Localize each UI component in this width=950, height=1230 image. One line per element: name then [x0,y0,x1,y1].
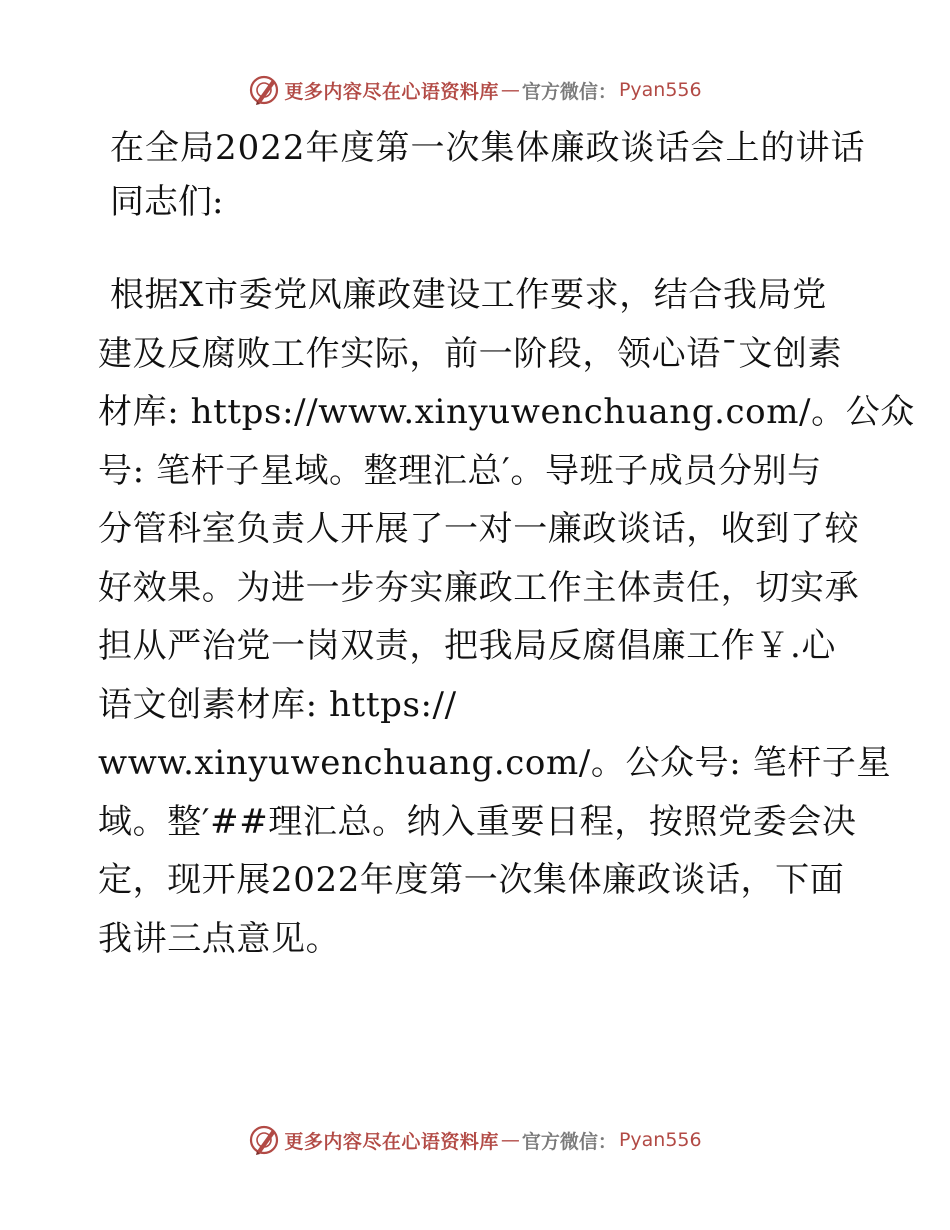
watermark-brand-text: 更多内容尽在心语资料库 [284,1130,499,1153]
paragraph-line: 好效果。为进一步夯实廉政工作主体责任，切实承 [98,567,860,608]
watermark-brand-text: 更多内容尽在心语资料库 [284,80,499,103]
watermark-dash: — [500,1129,520,1151]
header-watermark [0,72,950,108]
watermark-wechat-id: Pyan556 [618,1129,702,1151]
paragraph-line: 根据X市委党风廉政建设工作要求，结合我局党 [110,275,827,315]
paragraph-line: 材库: https://www.xinyuwenchuang.com/。公众 [98,392,915,432]
watermark-wechat-id: Pyan556 [618,79,702,101]
paragraph-line: www.xinyuwenchuang.com/。公众号: 笔杆子星 [98,743,892,783]
paragraph-line: 分管科室负责人开展了一对一廉政谈话，收到了较 [98,509,860,549]
paragraph-line: 担从严治党一岗双责，把我局反腐倡廉工作￥.心 [98,626,837,666]
watermark-label: 官方微信： [521,80,617,103]
pen-logo-icon [248,1124,280,1156]
paragraph-line: 域。整′##理汇总。纳入重要日程，按照党委会决 [98,801,857,842]
paragraph-line: 建及反腐败工作实际，前一阶段，领心语¯文创素 [98,333,843,374]
watermark-label: 官方微信： [521,1130,617,1153]
body-paragraph [98,266,915,968]
paragraph-line: 我讲三点意见。 [98,918,341,959]
watermark-dash: — [500,79,520,101]
paragraph-line: 语文创素材库: https:// [98,684,457,725]
pen-logo-icon [248,74,280,106]
document-title: 在全局2022年度第一次集体廉政谈话会上的讲话 [110,128,866,168]
salutation: 同志们: [110,182,224,222]
paragraph-line: 号: 笔杆子星域。整理汇总′。导班子成员分别与 [98,450,822,491]
paragraph-line: 定，现开展2022年度第一次集体廉政谈话，下面 [98,860,845,900]
footer-watermark [0,1122,950,1158]
